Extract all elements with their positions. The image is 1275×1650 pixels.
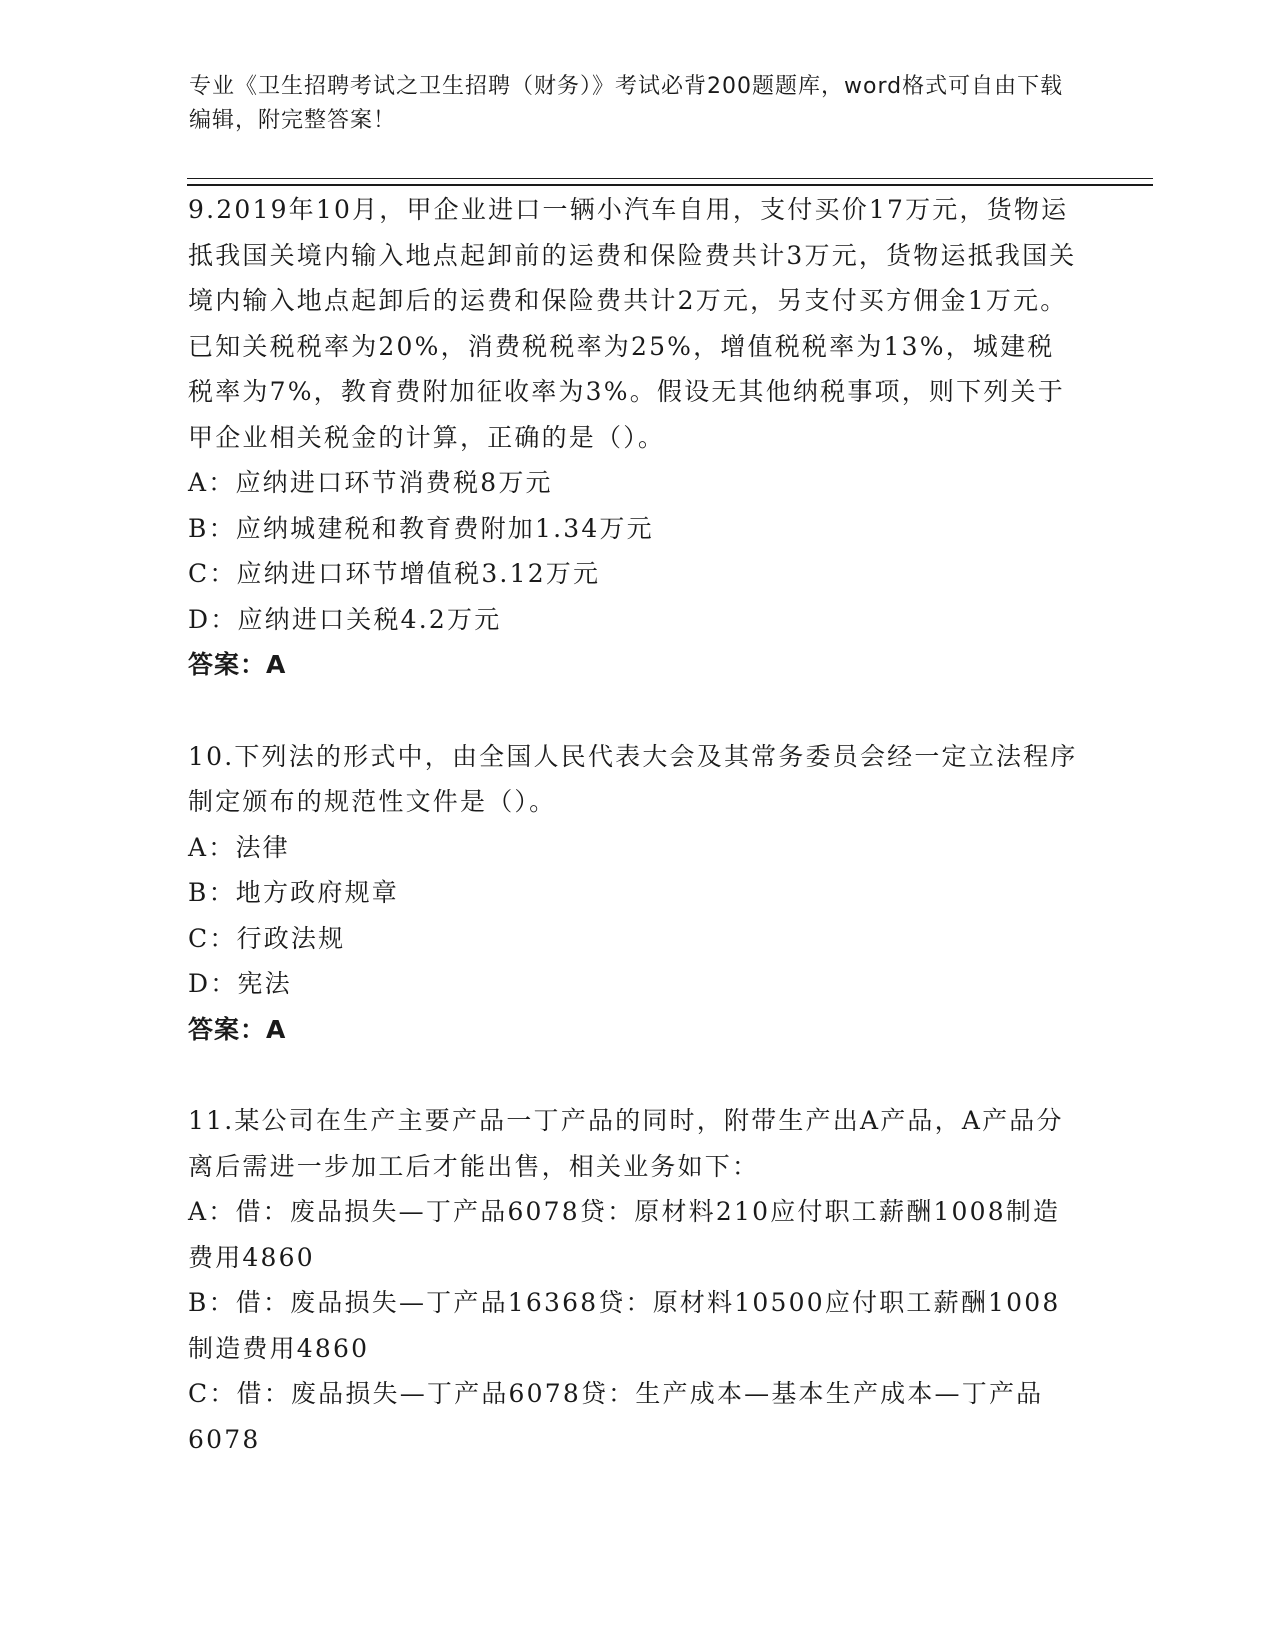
document-header: 专业《卫生招聘考试之卫生招聘（财务）》考试必背200题题库，word格式可自由下载编辑，附完整答案！: [189, 74, 1064, 133]
question-gap: [188, 1052, 1078, 1098]
option-c: C：行政法规: [188, 923, 346, 953]
option-a: A：法律: [188, 832, 290, 862]
option-b: B：借：废品损失—丁产品16368贷：原材料10500应付职工薪酬1008制造费用4860: [188, 1288, 1061, 1363]
answer-label: 答案：A: [188, 650, 287, 679]
option-a: A：应纳进口环节消费税8万元: [188, 468, 553, 497]
question-stem: 9.2019年10月，甲企业进口一辆小汽车自用，支付买价17万元，货物运抵我国关境内输入地点起卸前的运费和保险费共计3万元，货物运抵我国关境内输入地点起卸后的运费和保险费共计2万元，另支付买方佣金1万元。已知关税税率为20%，消费税税率为25%，增值税税率为13%，城建税税率为7%，教育费附加征收率为3%。假设无其他纳税事项，则下列关于甲企业相关税金的计算，正确的是（）。: [188, 195, 1077, 452]
option-c: C：借：废品损失—丁产品6078贷：生产成本—基本生产成本—丁产品6078: [188, 1379, 1044, 1454]
option-a: A：借：废品损失—丁产品6078贷：原材料210应付职工薪酬1008制造费用4860: [188, 1197, 1061, 1272]
question-9: [188, 187, 1078, 688]
option-d: D：应纳进口关税4.2万元: [188, 604, 502, 634]
option-b: B：地方政府规章: [188, 878, 399, 907]
question-10: [188, 734, 1078, 1053]
question-gap: [188, 688, 1078, 734]
header-divider-thick: [187, 184, 1153, 186]
option-c: C：应纳进口环节增值税3.12万元: [188, 559, 601, 588]
question-list: [188, 187, 1078, 1462]
answer-label: 答案：A: [188, 1014, 287, 1044]
option-d: D：宪法: [188, 969, 292, 998]
question-stem: 10.下列法的形式中，由全国人民代表大会及其常务委员会经一定立法程序制定颁布的规范性文件是（）。: [188, 741, 1078, 816]
question-stem: 11.某公司在生产主要产品一丁产品的同时，附带生产出A产品，A产品分离后需进一步加工后才能出售，相关业务如下：: [188, 1106, 1064, 1181]
question-11: [188, 1098, 1078, 1462]
option-b: B：应纳城建税和教育费附加1.34万元: [188, 513, 654, 543]
header-divider-thin: [187, 178, 1153, 179]
